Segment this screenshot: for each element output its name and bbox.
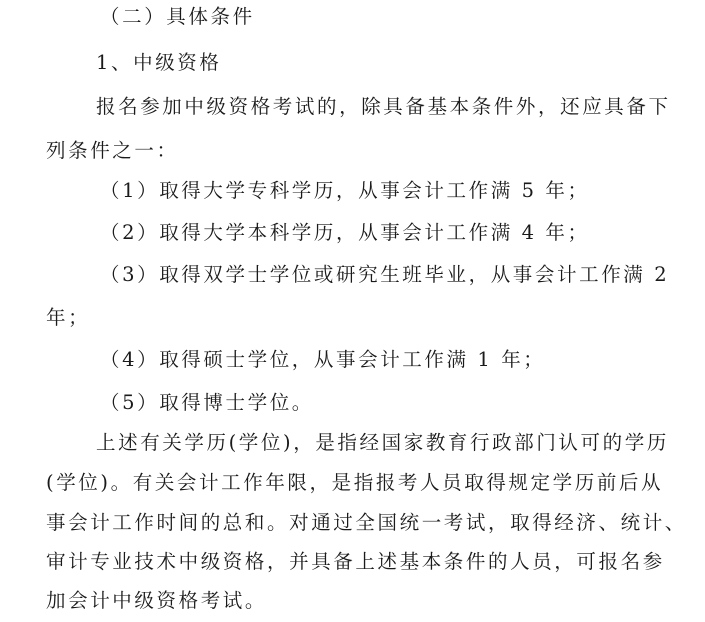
condition-item: （1）取得大学专科学历，从事会计工作满 5 年； xyxy=(100,179,590,202)
condition-item: （3）取得双学士学位或研究生班毕业，从事会计工作满 2 xyxy=(100,263,670,286)
note-paragraph-line: 事会计工作时间的总和。对通过全国统一考试，取得经济、统计、 xyxy=(46,511,687,534)
subsection-heading: 1、中级资格 xyxy=(96,51,222,74)
intro-paragraph-line: 列条件之一： xyxy=(46,139,179,162)
condition-item: （5）取得博士学位。 xyxy=(100,391,314,414)
intro-paragraph-line: 报名参加中级资格考试的，除具备基本条件外，还应具备下 xyxy=(96,95,671,118)
note-paragraph-line: (学位)。有关会计工作年限，是指报考人员取得规定学历前后从 xyxy=(46,471,664,494)
condition-item: （4）取得硕士学位，从事会计工作满 1 年； xyxy=(100,348,546,371)
section-heading: （二）具体条件 xyxy=(100,5,255,28)
condition-item: （2）取得大学本科学历，从事会计工作满 4 年； xyxy=(100,221,590,244)
condition-item-continuation: 年； xyxy=(46,306,91,329)
note-paragraph-line: 加会计中级资格考试。 xyxy=(46,589,268,612)
note-paragraph-line: 上述有关学历(学位)，是指经国家教育行政部门认可的学历 xyxy=(96,431,669,454)
note-paragraph-line: 审计专业技术中级资格，并具备上述基本条件的人员，可报名参 xyxy=(46,550,665,573)
